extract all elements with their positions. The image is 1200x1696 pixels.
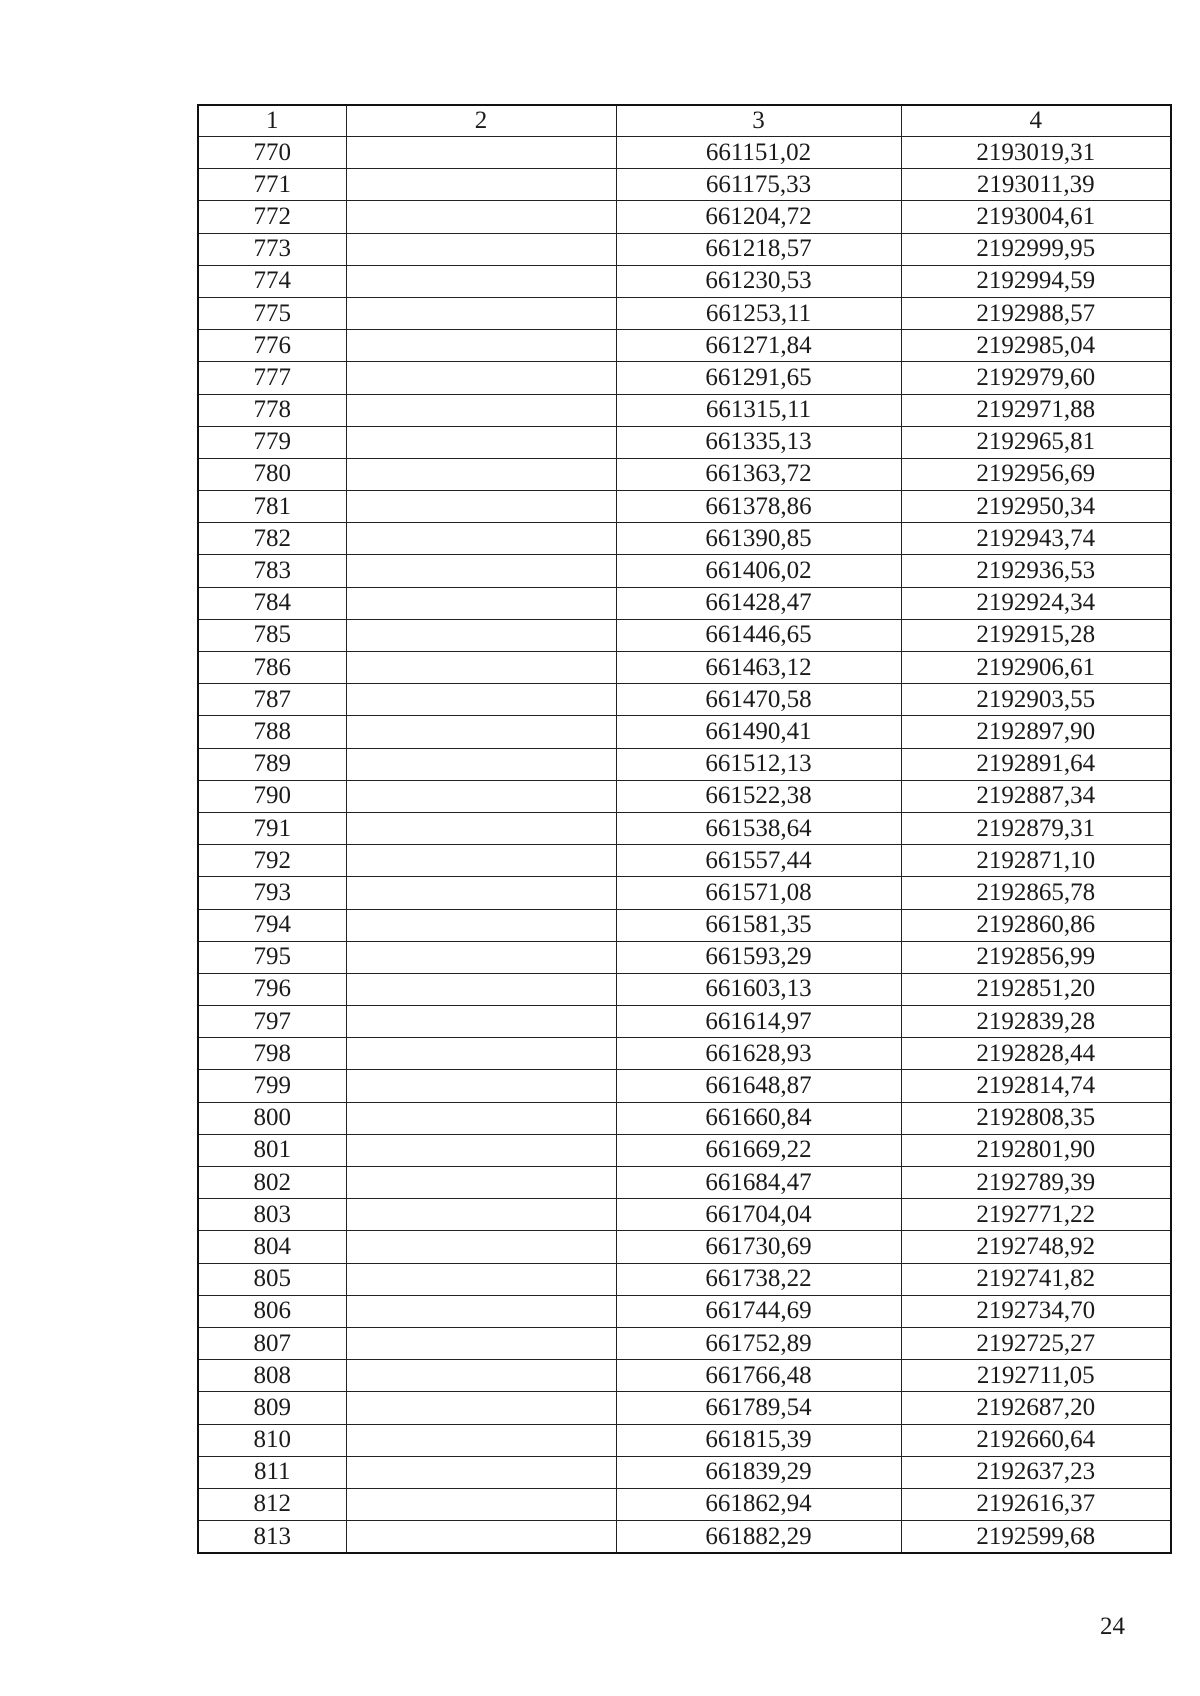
coordinate-y-cell: 2192994,59 (901, 265, 1171, 297)
coordinate-x-cell: 661557,44 (616, 845, 901, 877)
point-number-cell: 776 (198, 330, 346, 362)
description-cell (346, 1521, 616, 1554)
table-row (198, 619, 1171, 651)
point-number-cell: 779 (198, 426, 346, 458)
description-cell (346, 1263, 616, 1295)
coordinate-y-cell: 2192814,74 (901, 1070, 1171, 1102)
column-header-1: 1 (198, 105, 346, 137)
coordinate-y-cell: 2192637,23 (901, 1456, 1171, 1488)
coordinate-x-cell: 661669,22 (616, 1134, 901, 1166)
coordinate-x-cell: 661230,53 (616, 265, 901, 297)
description-cell (346, 137, 616, 169)
point-number-cell: 792 (198, 845, 346, 877)
coordinate-x-cell: 661151,02 (616, 137, 901, 169)
table-row (198, 1521, 1171, 1554)
table-row (198, 1424, 1171, 1456)
coordinate-x-cell: 661614,97 (616, 1006, 901, 1038)
coordinate-x-cell: 661581,35 (616, 909, 901, 941)
table-row (198, 1392, 1171, 1424)
column-header-4: 4 (901, 105, 1171, 137)
point-number-cell: 778 (198, 394, 346, 426)
description-cell (346, 330, 616, 362)
description-cell (346, 1327, 616, 1359)
coordinate-y-cell: 2192956,69 (901, 458, 1171, 490)
coordinate-y-cell: 2192879,31 (901, 812, 1171, 844)
coordinate-y-cell: 2192734,70 (901, 1295, 1171, 1327)
point-number-cell: 804 (198, 1231, 346, 1263)
coordinate-y-cell: 2192711,05 (901, 1360, 1171, 1392)
table-row (198, 297, 1171, 329)
coordinate-x-cell: 661271,84 (616, 330, 901, 362)
coordinate-x-cell: 661862,94 (616, 1488, 901, 1520)
coordinate-y-cell: 2192801,90 (901, 1134, 1171, 1166)
point-number-cell: 812 (198, 1488, 346, 1520)
coordinate-x-cell: 661660,84 (616, 1102, 901, 1134)
description-cell (346, 1006, 616, 1038)
coordinate-x-cell: 661463,12 (616, 652, 901, 684)
table-row (198, 555, 1171, 587)
table-row (198, 909, 1171, 941)
table-row (198, 201, 1171, 233)
coordinate-x-cell: 661730,69 (616, 1231, 901, 1263)
table-row (198, 1070, 1171, 1102)
coordinate-x-cell: 661291,65 (616, 362, 901, 394)
description-cell (346, 877, 616, 909)
point-number-cell: 799 (198, 1070, 346, 1102)
description-cell (346, 780, 616, 812)
coordinate-y-cell: 2192988,57 (901, 297, 1171, 329)
point-number-cell: 793 (198, 877, 346, 909)
table-row (198, 845, 1171, 877)
coordinate-x-cell: 661738,22 (616, 1263, 901, 1295)
coordinate-y-cell: 2192999,95 (901, 233, 1171, 265)
coordinate-x-cell: 661175,33 (616, 169, 901, 201)
point-number-cell: 782 (198, 523, 346, 555)
description-cell (346, 1360, 616, 1392)
point-number-cell: 773 (198, 233, 346, 265)
coordinate-y-cell: 2192971,88 (901, 394, 1171, 426)
description-cell (346, 426, 616, 458)
coordinate-x-cell: 661766,48 (616, 1360, 901, 1392)
coordinate-x-cell: 661253,11 (616, 297, 901, 329)
coordinate-x-cell: 661684,47 (616, 1167, 901, 1199)
coordinate-y-cell: 2192687,20 (901, 1392, 1171, 1424)
coordinate-x-cell: 661839,29 (616, 1456, 901, 1488)
point-number-cell: 795 (198, 941, 346, 973)
table-row (198, 1263, 1171, 1295)
coordinate-y-cell: 2192979,60 (901, 362, 1171, 394)
coordinate-x-cell: 661378,86 (616, 491, 901, 523)
description-cell (346, 1295, 616, 1327)
point-number-cell: 803 (198, 1199, 346, 1231)
point-number-cell: 780 (198, 458, 346, 490)
table-row (198, 330, 1171, 362)
table-row (198, 812, 1171, 844)
point-number-cell: 775 (198, 297, 346, 329)
table-row (198, 1231, 1171, 1263)
column-header-2: 2 (346, 105, 616, 137)
point-number-cell: 781 (198, 491, 346, 523)
coordinate-y-cell: 2193019,31 (901, 137, 1171, 169)
table-row (198, 748, 1171, 780)
coordinate-x-cell: 661315,11 (616, 394, 901, 426)
description-cell (346, 362, 616, 394)
point-number-cell: 801 (198, 1134, 346, 1166)
coordinate-x-cell: 661648,87 (616, 1070, 901, 1102)
table-row (198, 137, 1171, 169)
description-cell (346, 619, 616, 651)
coordinates-table (197, 104, 1172, 1554)
point-number-cell: 791 (198, 812, 346, 844)
table-row (198, 1327, 1171, 1359)
coordinate-y-cell: 2192965,81 (901, 426, 1171, 458)
table-row (198, 523, 1171, 555)
description-cell (346, 1424, 616, 1456)
point-number-cell: 806 (198, 1295, 346, 1327)
point-number-cell: 784 (198, 587, 346, 619)
coordinate-y-cell: 2192985,04 (901, 330, 1171, 362)
coordinate-y-cell: 2192865,78 (901, 877, 1171, 909)
coordinate-y-cell: 2192897,90 (901, 716, 1171, 748)
description-cell (346, 973, 616, 1005)
coordinate-x-cell: 661512,13 (616, 748, 901, 780)
point-number-cell: 787 (198, 684, 346, 716)
table-row (198, 1038, 1171, 1070)
point-number-cell: 796 (198, 973, 346, 1005)
coordinate-y-cell: 2192771,22 (901, 1199, 1171, 1231)
coordinate-x-cell: 661335,13 (616, 426, 901, 458)
coordinate-y-cell: 2193004,61 (901, 201, 1171, 233)
table-row (198, 491, 1171, 523)
point-number-cell: 807 (198, 1327, 346, 1359)
coordinate-x-cell: 661603,13 (616, 973, 901, 1005)
coordinate-y-cell: 2192887,34 (901, 780, 1171, 812)
table-body (198, 137, 1171, 1554)
coordinate-x-cell: 661628,93 (616, 1038, 901, 1070)
coordinate-x-cell: 661406,02 (616, 555, 901, 587)
table-row (198, 1167, 1171, 1199)
coordinate-x-cell: 661428,47 (616, 587, 901, 619)
page-number: 24 (1100, 1613, 1125, 1640)
point-number-cell: 785 (198, 619, 346, 651)
point-number-cell: 772 (198, 201, 346, 233)
table-row (198, 684, 1171, 716)
coordinate-y-cell: 2192839,28 (901, 1006, 1171, 1038)
description-cell (346, 169, 616, 201)
point-number-cell: 774 (198, 265, 346, 297)
description-cell (346, 1392, 616, 1424)
table-row (198, 1295, 1171, 1327)
description-cell (346, 1199, 616, 1231)
description-cell (346, 265, 616, 297)
table-row (198, 941, 1171, 973)
coordinate-y-cell: 2192808,35 (901, 1102, 1171, 1134)
point-number-cell: 794 (198, 909, 346, 941)
description-cell (346, 394, 616, 426)
point-number-cell: 777 (198, 362, 346, 394)
coordinate-x-cell: 661204,72 (616, 201, 901, 233)
point-number-cell: 797 (198, 1006, 346, 1038)
table-header-row (198, 105, 1171, 137)
description-cell (346, 1456, 616, 1488)
table-row (198, 716, 1171, 748)
description-cell (346, 1488, 616, 1520)
coordinate-x-cell: 661446,65 (616, 619, 901, 651)
coordinate-y-cell: 2193011,39 (901, 169, 1171, 201)
description-cell (346, 716, 616, 748)
description-cell (346, 1102, 616, 1134)
coordinate-y-cell: 2192906,61 (901, 652, 1171, 684)
description-cell (346, 491, 616, 523)
coordinate-y-cell: 2192860,86 (901, 909, 1171, 941)
coordinate-y-cell: 2192936,53 (901, 555, 1171, 587)
coordinate-y-cell: 2192943,74 (901, 523, 1171, 555)
table-row (198, 169, 1171, 201)
description-cell (346, 684, 616, 716)
description-cell (346, 812, 616, 844)
table-row (198, 877, 1171, 909)
description-cell (346, 233, 616, 265)
coordinate-y-cell: 2192725,27 (901, 1327, 1171, 1359)
column-header-3: 3 (616, 105, 901, 137)
point-number-cell: 786 (198, 652, 346, 684)
table-row (198, 973, 1171, 1005)
description-cell (346, 652, 616, 684)
coordinate-x-cell: 661470,58 (616, 684, 901, 716)
coordinate-x-cell: 661704,04 (616, 1199, 901, 1231)
table-row (198, 1199, 1171, 1231)
coordinate-y-cell: 2192660,64 (901, 1424, 1171, 1456)
point-number-cell: 783 (198, 555, 346, 587)
description-cell (346, 748, 616, 780)
coordinate-y-cell: 2192950,34 (901, 491, 1171, 523)
table-row (198, 233, 1171, 265)
description-cell (346, 1167, 616, 1199)
coordinate-x-cell: 661390,85 (616, 523, 901, 555)
table-row (198, 587, 1171, 619)
coordinate-y-cell: 2192856,99 (901, 941, 1171, 973)
description-cell (346, 555, 616, 587)
table-row (198, 1488, 1171, 1520)
coordinate-y-cell: 2192616,37 (901, 1488, 1171, 1520)
point-number-cell: 771 (198, 169, 346, 201)
point-number-cell: 788 (198, 716, 346, 748)
coordinate-y-cell: 2192741,82 (901, 1263, 1171, 1295)
coordinate-x-cell: 661882,29 (616, 1521, 901, 1554)
coordinate-y-cell: 2192828,44 (901, 1038, 1171, 1070)
description-cell (346, 587, 616, 619)
description-cell (346, 1134, 616, 1166)
coordinate-y-cell: 2192924,34 (901, 587, 1171, 619)
table-row (198, 1134, 1171, 1166)
description-cell (346, 523, 616, 555)
table-row (198, 265, 1171, 297)
coordinate-x-cell: 661752,89 (616, 1327, 901, 1359)
coordinate-x-cell: 661522,38 (616, 780, 901, 812)
point-number-cell: 798 (198, 1038, 346, 1070)
description-cell (346, 909, 616, 941)
point-number-cell: 790 (198, 780, 346, 812)
coordinate-x-cell: 661744,69 (616, 1295, 901, 1327)
description-cell (346, 1038, 616, 1070)
description-cell (346, 941, 616, 973)
coordinate-y-cell: 2192789,39 (901, 1167, 1171, 1199)
table-row (198, 780, 1171, 812)
table-row (198, 652, 1171, 684)
coordinate-y-cell: 2192599,68 (901, 1521, 1171, 1554)
coordinate-y-cell: 2192748,92 (901, 1231, 1171, 1263)
point-number-cell: 809 (198, 1392, 346, 1424)
point-number-cell: 800 (198, 1102, 346, 1134)
coordinate-x-cell: 661363,72 (616, 458, 901, 490)
coordinate-x-cell: 661538,64 (616, 812, 901, 844)
table-row (198, 1456, 1171, 1488)
point-number-cell: 808 (198, 1360, 346, 1392)
point-number-cell: 789 (198, 748, 346, 780)
coordinate-y-cell: 2192851,20 (901, 973, 1171, 1005)
table-row (198, 1006, 1171, 1038)
point-number-cell: 810 (198, 1424, 346, 1456)
point-number-cell: 811 (198, 1456, 346, 1488)
table-row (198, 458, 1171, 490)
point-number-cell: 805 (198, 1263, 346, 1295)
table-row (198, 362, 1171, 394)
coordinate-y-cell: 2192903,55 (901, 684, 1171, 716)
coordinate-y-cell: 2192915,28 (901, 619, 1171, 651)
description-cell (346, 845, 616, 877)
table-row (198, 394, 1171, 426)
point-number-cell: 770 (198, 137, 346, 169)
coordinate-y-cell: 2192871,10 (901, 845, 1171, 877)
coordinate-x-cell: 661571,08 (616, 877, 901, 909)
description-cell (346, 201, 616, 233)
coordinate-x-cell: 661218,57 (616, 233, 901, 265)
description-cell (346, 297, 616, 329)
point-number-cell: 813 (198, 1521, 346, 1554)
point-number-cell: 802 (198, 1167, 346, 1199)
description-cell (346, 458, 616, 490)
table-row (198, 426, 1171, 458)
table-row (198, 1102, 1171, 1134)
table-row (198, 1360, 1171, 1392)
coordinate-x-cell: 661593,29 (616, 941, 901, 973)
coordinate-y-cell: 2192891,64 (901, 748, 1171, 780)
description-cell (346, 1231, 616, 1263)
description-cell (346, 1070, 616, 1102)
coordinate-x-cell: 661490,41 (616, 716, 901, 748)
coordinate-x-cell: 661789,54 (616, 1392, 901, 1424)
coordinate-x-cell: 661815,39 (616, 1424, 901, 1456)
